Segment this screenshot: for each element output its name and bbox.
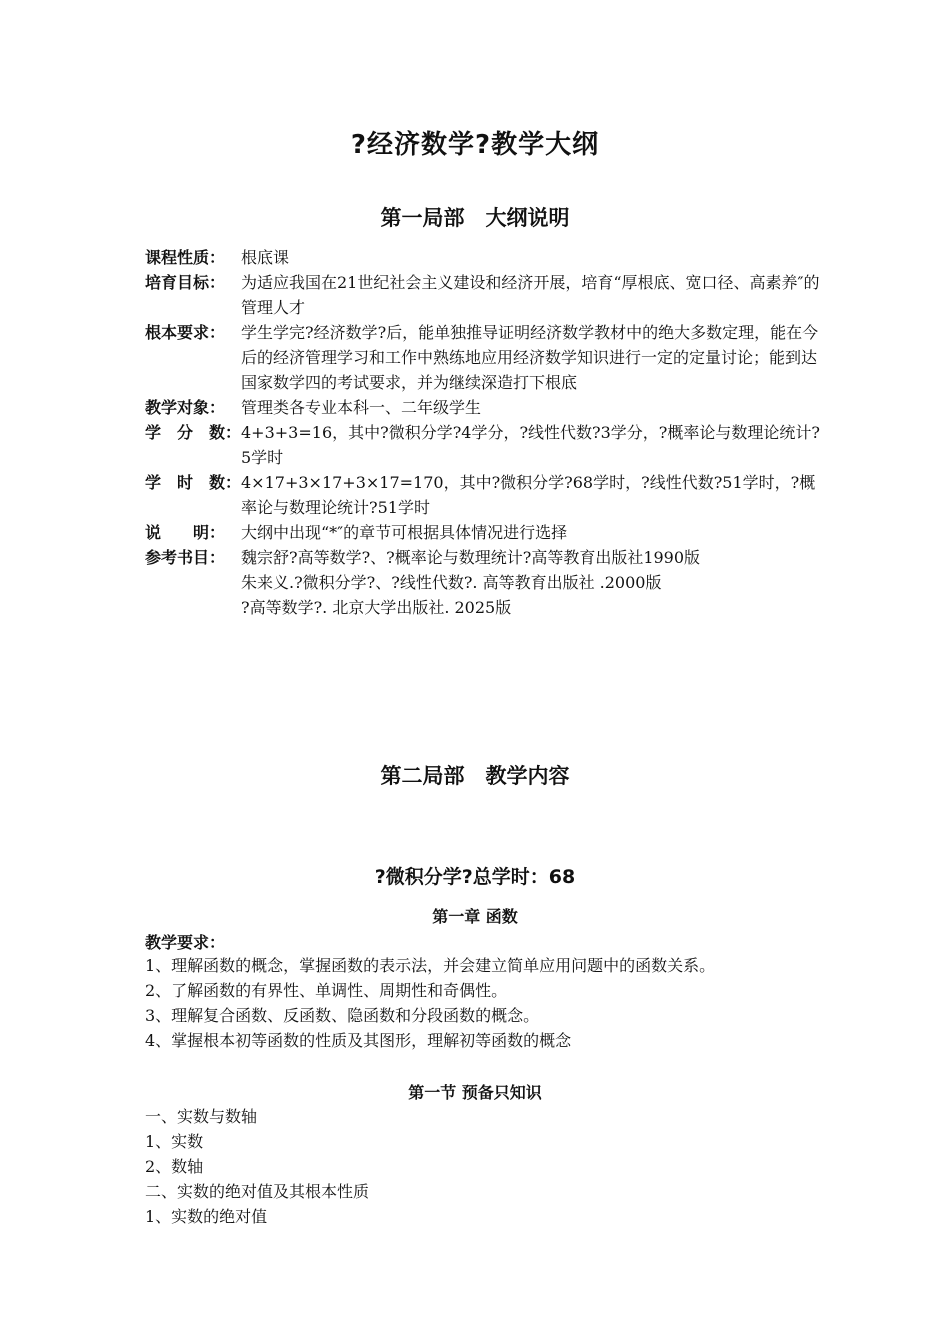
info-label: 学 分 数： bbox=[145, 423, 242, 442]
info-row-requirements bbox=[145, 320, 825, 395]
info-label: 参考书目： bbox=[145, 548, 226, 567]
info-row-goal bbox=[145, 270, 825, 320]
list-item: 2、数轴 bbox=[145, 1157, 204, 1176]
section-heading: 第一节 预备只知识 bbox=[408, 1083, 542, 1102]
part1-heading: 第一局部 大纲说明 bbox=[380, 206, 570, 230]
info-row-credits bbox=[145, 420, 825, 470]
list-item: 1、实数 bbox=[145, 1132, 204, 1151]
list-item: 1、理解函数的概念，掌握函数的表示法，并会建立简单应用问题中的函数关系。 bbox=[145, 956, 716, 975]
requirements-list bbox=[145, 953, 715, 1053]
section-outline bbox=[145, 1104, 369, 1229]
info-row-note bbox=[145, 520, 825, 545]
course-heading: ?微积分学?总学时：68 bbox=[374, 866, 576, 888]
info-value: 4+3+3=16，其中?微积分学?4学分，?线性代数?3学分，?概率论与数理论统计?5学时 bbox=[241, 423, 820, 467]
info-label: 说 明： bbox=[145, 523, 226, 542]
part2-heading: 第二局部 教学内容 bbox=[380, 764, 570, 788]
info-label: 课程性质： bbox=[145, 248, 226, 267]
reference-item: 魏宗舒?高等数学?、?概率论与数理统计?高等教育出版社1990版 bbox=[241, 548, 701, 567]
info-label: 根本要求： bbox=[145, 323, 226, 342]
requirements-heading: 教学要求： bbox=[145, 933, 226, 952]
info-value: 管理类各专业本科一、二年级学生 bbox=[241, 398, 482, 417]
list-item: 4、掌握根本初等函数的性质及其图形，理解初等函数的概念 bbox=[145, 1031, 572, 1050]
info-value: 学生学完?经济数学?后，能单独推导证明经济数学教材中的绝大多数定理，能在今后的经济管理学习和工作中熟练地应用经济数学知识进行一定的定量讨论；能到达国家数学四的考试要求，并为继续深造打下根底 bbox=[241, 323, 819, 392]
chapter-heading: 第一章 函数 bbox=[432, 907, 518, 926]
info-label: 学 时 数： bbox=[145, 473, 242, 492]
info-value: 大纲中出现“*″的章节可根据具体情况进行选择 bbox=[241, 523, 568, 542]
reference-item: 朱来义.?微积分学?、?线性代数?. 高等教育出版社 .2000版 bbox=[241, 573, 662, 592]
list-item: 二、实数的绝对值及其根本性质 bbox=[145, 1182, 370, 1201]
info-value: 根底课 bbox=[241, 248, 290, 267]
info-value: 为适应我国在21世纪社会主义建设和经济开展，培育“厚根底、宽口径、高素养″的管理人才 bbox=[241, 273, 820, 317]
info-row-references bbox=[145, 545, 825, 570]
info-row-audience bbox=[145, 395, 825, 420]
syllabus-info bbox=[145, 245, 825, 620]
list-item: 3、理解复合函数、反函数、隐函数和分段函数的概念。 bbox=[145, 1006, 540, 1025]
reference-item: ?高等数学?. 北京大学出版社. 2025版 bbox=[241, 598, 512, 617]
list-item: 1、实数的绝对值 bbox=[145, 1207, 268, 1226]
list-item: 2、了解函数的有界性、单调性、周期性和奇偶性。 bbox=[145, 981, 508, 1000]
info-row-hours bbox=[145, 470, 825, 520]
info-label: 教学对象： bbox=[145, 398, 226, 417]
document-title: ?经济数学?教学大纲 bbox=[350, 130, 600, 160]
info-label: 培育目标： bbox=[145, 273, 226, 292]
info-row-nature bbox=[145, 245, 825, 270]
list-item: 一、实数与数轴 bbox=[145, 1107, 258, 1126]
info-value: 4×17+3×17+3×17=170，其中?微积分学?68学时，?线性代数?51学时，?概率论与数理论统计?51学时 bbox=[241, 473, 816, 517]
